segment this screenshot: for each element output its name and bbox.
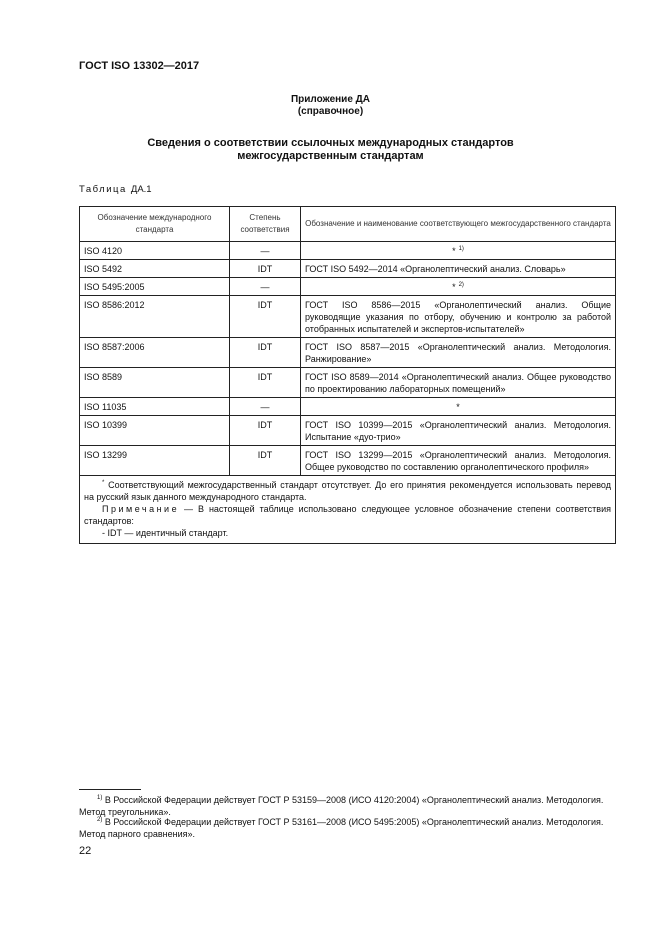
cell-gost-standard xyxy=(301,338,616,368)
cell-intl-standard: ISO 10399 xyxy=(80,416,230,446)
table-row xyxy=(80,260,616,278)
gost-text: ГОСТ ISO 10399—2015 «Органолептический анализ. Методология. Испытание «дуо-трио» xyxy=(305,420,611,442)
table-row xyxy=(80,338,616,368)
table-row xyxy=(80,242,616,260)
cell-intl-standard: ISO 5495:2005 xyxy=(80,278,230,296)
page-footnote-2 xyxy=(79,816,617,840)
cell-intl-standard: ISO 8586:2012 xyxy=(80,296,230,338)
gost-text: ГОСТ ISO 8589—2014 «Органолептический анализ. Общее руководство по проектированию лабораторных помещений» xyxy=(305,372,611,394)
page-number: 22 xyxy=(79,845,92,857)
page-footnote-1-text: В Российской Федерации действует ГОСТ Р 53159—2008 (ИСО 4120:2004) «Органолептический анализ. Методология. Метод треугольника». xyxy=(79,795,604,817)
gost-text: * xyxy=(456,402,460,412)
gost-text: * xyxy=(452,246,456,256)
cell-degree: IDT xyxy=(230,338,301,368)
cell-intl-standard: ISO 13299 xyxy=(80,446,230,476)
table-note xyxy=(84,503,611,527)
cell-intl-standard: ISO 8587:2006 xyxy=(80,338,230,368)
document-code: ГОСТ ISO 13302—2017 xyxy=(79,60,200,72)
cell-intl-standard: ISO 8589 xyxy=(80,368,230,398)
footnote-text: Соответствующий межгосударственный стандарт отсутствует. До его принятия рекомендуется использовать перевод на русский язык данного международного стандарта. xyxy=(84,480,611,502)
cell-gost-standard xyxy=(301,398,616,416)
table-notes xyxy=(80,476,616,544)
cell-degree: IDT xyxy=(230,260,301,278)
column-header-gost: Обозначение и наименование соответствующего межгосударственного стандарта xyxy=(301,207,616,242)
section-heading-line1: Сведения о соответствии ссылочных международных стандартов xyxy=(147,137,514,149)
page-footnote-1-mark: 1) xyxy=(97,795,103,801)
gost-footnote-ref: 2) xyxy=(458,282,464,288)
note-item: - IDT — идентичный стандарт. xyxy=(102,528,229,538)
cell-degree: — xyxy=(230,242,301,260)
table-caption-number: ДА.1 xyxy=(130,184,152,195)
cell-gost-standard xyxy=(301,446,616,476)
appendix-title: Приложение ДА xyxy=(290,94,371,105)
cell-degree: IDT xyxy=(230,368,301,398)
table-row xyxy=(80,398,616,416)
cell-intl-standard: ISO 5492 xyxy=(80,260,230,278)
cell-gost-standard xyxy=(301,296,616,338)
cell-gost-standard xyxy=(301,278,616,296)
cell-degree: IDT xyxy=(230,296,301,338)
table-caption-label: Таблица xyxy=(79,184,127,195)
footnote-separator xyxy=(79,789,141,790)
cell-intl-standard: ISO 4120 xyxy=(80,242,230,260)
standards-table xyxy=(79,206,616,544)
page-footnote-2-text: В Российской Федерации действует ГОСТ Р 53161—2008 (ИСО 5495:2005) «Органолептический анализ. Методология. Метод парного сравнения». xyxy=(79,817,604,839)
appendix-subtitle: (справочное) xyxy=(297,106,364,117)
cell-intl-standard: ISO 11035 xyxy=(80,398,230,416)
column-header-degree: Степень соответствия xyxy=(230,207,301,242)
footnote-asterisk: * xyxy=(102,480,105,486)
gost-text: ГОСТ ISO 8587—2015 «Органолептический анализ. Методология. Ранжирование» xyxy=(305,342,611,364)
gost-footnote-ref: 1) xyxy=(458,246,464,252)
table-row xyxy=(80,296,616,338)
cell-degree: — xyxy=(230,398,301,416)
column-header-intl: Обозначение международного стандарта xyxy=(80,207,230,242)
gost-text: ГОСТ ISO 13299—2015 «Органолептический анализ. Методология. Общее руководство по составлению органолептического профиля» xyxy=(305,450,611,472)
cell-gost-standard xyxy=(301,260,616,278)
gost-text: ГОСТ ISO 5492—2014 «Органолептический анализ. Словарь» xyxy=(305,264,566,274)
table-row xyxy=(80,446,616,476)
table-body xyxy=(80,242,616,476)
gost-text: ГОСТ ISO 8586—2015 «Органолептический анализ. Общие руководящие указания по отбору, обучению и контролю за работой отобранных испытателей и экспертов-испытателей» xyxy=(305,300,611,334)
section-heading-line2: межгосударственным стандартам xyxy=(237,150,424,162)
cell-degree: IDT xyxy=(230,416,301,446)
cell-gost-standard xyxy=(301,416,616,446)
table-caption xyxy=(79,184,152,195)
table-footnote xyxy=(84,479,611,503)
table-footer-row xyxy=(80,476,616,544)
cell-gost-standard xyxy=(301,242,616,260)
cell-gost-standard xyxy=(301,368,616,398)
table-row xyxy=(80,416,616,446)
table-header-row xyxy=(80,207,616,242)
page-footnote-1 xyxy=(79,794,617,818)
gost-text: * xyxy=(452,282,456,292)
page-footnote-2-mark: 2) xyxy=(97,817,103,823)
cell-degree: IDT xyxy=(230,446,301,476)
table-row xyxy=(80,278,616,296)
cell-degree: — xyxy=(230,278,301,296)
note-text: — В настоящей таблице использовано следующее условное обозначение степени соответствия стандартов: xyxy=(84,504,611,526)
table-row xyxy=(80,368,616,398)
note-label: Примечание xyxy=(102,504,180,514)
